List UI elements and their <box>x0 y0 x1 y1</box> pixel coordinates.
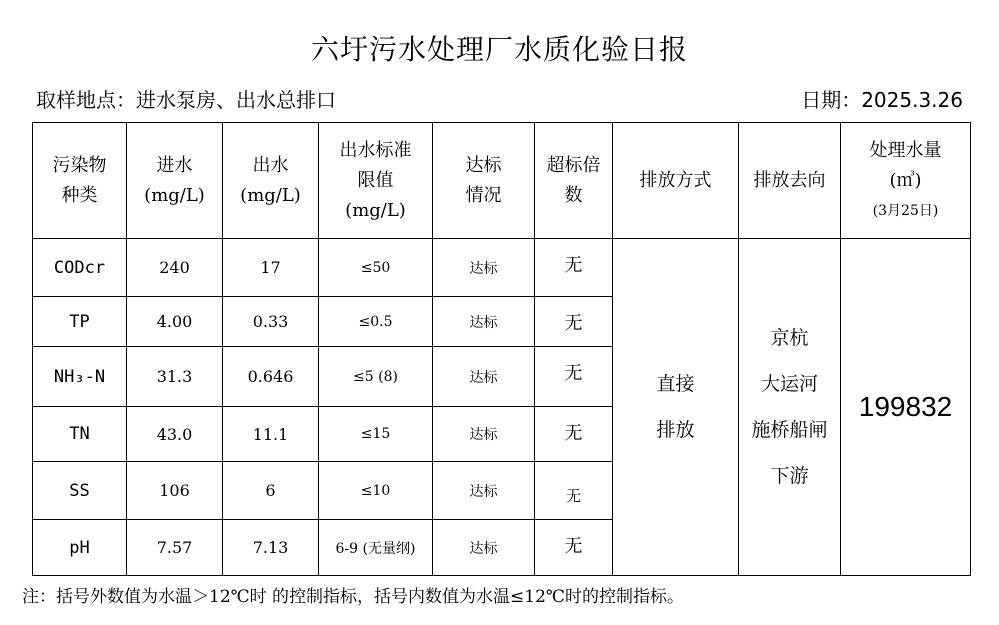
header-influent: 进水 (mg/L) <box>127 123 223 239</box>
treated-volume: 199832 <box>841 239 971 576</box>
header-exceed: 超标倍 数 <box>535 123 613 239</box>
limit-value: ≤0.5 <box>319 297 433 347</box>
footnote: 注：括号外数值为水温＞12℃时 的控制指标，括号内数值为水温≤12℃时的控制指标。 <box>22 587 684 607</box>
pollutant-name: NH₃-N <box>33 347 127 407</box>
pollutant-name: SS <box>33 462 127 520</box>
header-discharge-method: 排放方式 <box>613 123 739 239</box>
report-title: 六圩污水处理厂水质化验日报 <box>310 33 688 66</box>
influent-value: 4.00 <box>127 297 223 347</box>
status-value: 达标 <box>433 407 535 462</box>
header-effluent: 出水 (mg/L) <box>223 123 319 239</box>
header-row <box>33 123 971 239</box>
report-date: 日期：2025.3.26 <box>801 88 963 112</box>
effluent-value: 0.33 <box>223 297 319 347</box>
limit-value: ≤15 <box>319 407 433 462</box>
limit-value: ≤50 <box>319 239 433 297</box>
limit-value: ≤10 <box>319 462 433 520</box>
effluent-value: 7.13 <box>223 520 319 576</box>
sampling-location: 取样地点：进水泵房、出水总排口 <box>36 88 336 112</box>
exceed-value: 无 <box>535 462 613 520</box>
header-discharge-direction: 排放去向 <box>739 123 841 239</box>
header-status: 达标 情况 <box>433 123 535 239</box>
influent-value: 43.0 <box>127 407 223 462</box>
discharge-direction: 京杭 大运河 施桥船闸 下游 <box>739 239 841 576</box>
pollutant-name: pH <box>33 520 127 576</box>
effluent-value: 6 <box>223 462 319 520</box>
exceed-value: 无 <box>535 347 613 407</box>
pollutant-name: TN <box>33 407 127 462</box>
influent-value: 240 <box>127 239 223 297</box>
discharge-method: 直接 排放 <box>613 239 739 576</box>
water-quality-table <box>32 122 971 576</box>
exceed-value: 无 <box>535 520 613 576</box>
table-row <box>33 239 971 297</box>
effluent-value: 11.1 <box>223 407 319 462</box>
exceed-value: 无 <box>535 297 613 347</box>
header-volume: 处理水量 (㎥) (3月25日) <box>841 123 971 239</box>
influent-value: 31.3 <box>127 347 223 407</box>
status-value: 达标 <box>433 462 535 520</box>
status-value: 达标 <box>433 297 535 347</box>
limit-value: 6-9 (无量纲) <box>319 520 433 576</box>
exceed-value: 无 <box>535 239 613 297</box>
effluent-value: 17 <box>223 239 319 297</box>
header-pollutant: 污染物 种类 <box>33 123 127 239</box>
pollutant-name: TP <box>33 297 127 347</box>
exceed-value: 无 <box>535 407 613 462</box>
status-value: 达标 <box>433 239 535 297</box>
header-limit: 出水标准 限值 (mg/L) <box>319 123 433 239</box>
limit-value: ≤5 (8) <box>319 347 433 407</box>
influent-value: 7.57 <box>127 520 223 576</box>
status-value: 达标 <box>433 347 535 407</box>
pollutant-name: CODcr <box>33 239 127 297</box>
status-value: 达标 <box>433 520 535 576</box>
influent-value: 106 <box>127 462 223 520</box>
effluent-value: 0.646 <box>223 347 319 407</box>
